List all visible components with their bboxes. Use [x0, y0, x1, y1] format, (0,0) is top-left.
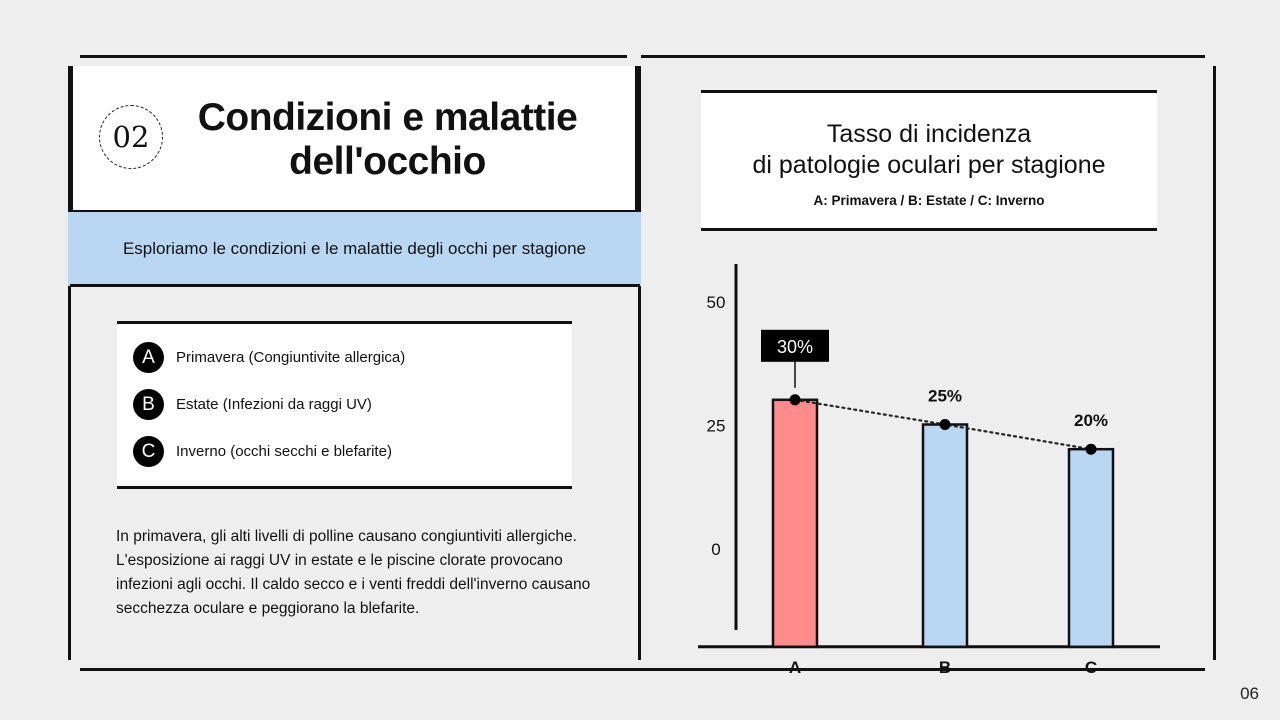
legend-text-c: Inverno (occhi secchi e blefarite): [176, 443, 392, 460]
chart-subtitle: A: Primavera / B: Estate / C: Inverno: [813, 193, 1045, 208]
chart-title: Tasso di incidenza di patologie oculari per stagione: [752, 120, 1106, 179]
data-point-c: [1086, 444, 1097, 455]
y-tick-label-25: 25: [706, 416, 726, 436]
section-number-badge: 02: [99, 105, 163, 169]
data-point-a: [790, 394, 801, 405]
legend-text-b: Estate (Infezioni da raggi UV): [176, 396, 372, 413]
value-label-b: 25%: [927, 386, 963, 406]
page-number: 06: [1240, 684, 1259, 703]
bar-a: [773, 400, 817, 647]
x-tick-label-c: C: [1084, 657, 1098, 677]
x-tick-label-a: A: [788, 657, 802, 677]
legend-letter-b: B: [133, 389, 164, 420]
body-text: In primavera, gli alti livelli di polline causano congiuntiviti allergiche. L'esposizione ai raggi UV in estate e le piscine clorate provocano infezioni agli occhi. Il caldo secco e i venti freddi dell'inverno causano secchezza oculare e peggiorano la blefarite.: [116, 528, 591, 617]
slide-subtitle: Esploriamo le condizioni e le malattie degli occhi per stagione: [122, 239, 587, 258]
bar-c: [1069, 449, 1113, 647]
x-tick-label-b: B: [938, 657, 952, 677]
slide-title: Condizioni e malattie dell'occhio: [197, 96, 578, 183]
value-label-a: 30%: [776, 336, 814, 357]
legend-text-a: Primavera (Congiuntivite allergica): [176, 349, 406, 366]
value-label-c: 20%: [1073, 411, 1109, 431]
legend-letter-c: C: [133, 436, 164, 467]
legend-letter-a: A: [133, 342, 164, 373]
y-tick-label-0: 0: [711, 540, 721, 559]
data-point-b: [940, 419, 951, 430]
y-tick-label-50: 50: [706, 293, 726, 312]
bar-b: [923, 425, 967, 647]
